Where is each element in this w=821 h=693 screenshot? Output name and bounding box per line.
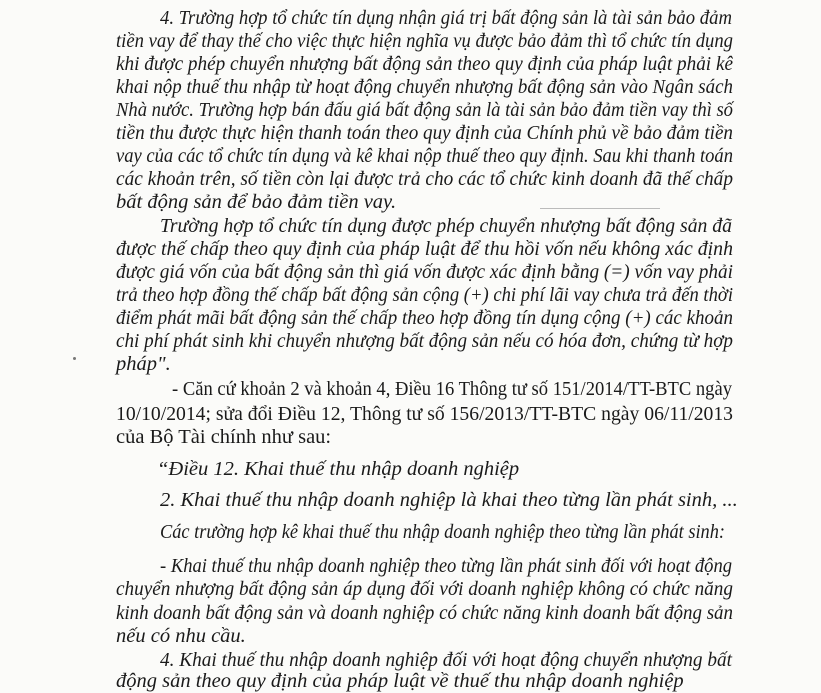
scan-line — [540, 208, 660, 209]
text-line: động sản theo quy định của pháp luật về thuế thu nhập doanh nghiệp — [116, 670, 684, 692]
text-line: điểm phát mãi bất động sản thế chấp theo hợp đồng tín dụng cộng (+) các khoản — [116, 307, 733, 329]
article-item-4: 4. Khai thuế thu nhập doanh nghiệp đối với hoạt động chuyển nhượng bất — [160, 649, 732, 671]
text-line: 4. Trường hợp tổ chức tín dụng nhận giá trị bất động sản là tài sản bảo đảm — [160, 7, 732, 29]
article-item-2: 2. Khai thuế thu nhập doanh nghiệp là khai theo từng lần phát sinh, ... — [160, 489, 738, 511]
text-line: được giá vốn của bất động sản thì giá vốn được xác định bằng (=) vốn vay phải — [116, 261, 734, 283]
text-line: các khoản trên, số tiền còn lại được trả cho các tổ chức kinh doanh đã thế chấp — [116, 168, 733, 190]
text-line: khai nộp thuế thu nhập từ hoạt động chuyển nhượng bất động sản vào Ngân sách — [116, 76, 733, 98]
article-cases-intro: Các trường hợp kê khai thuế thu nhập doanh nghiệp theo từng lần phát sinh: — [160, 521, 726, 543]
text-line: được thế chấp theo quy định của pháp luật để thu hồi vốn nếu không xác định — [116, 238, 734, 260]
text-line: pháp". — [116, 353, 171, 375]
text-line: - Khai thuế thu nhập doanh nghiệp theo từng lần phát sinh đối với hoạt động — [160, 555, 732, 577]
text-line: trả theo hợp đồng thế chấp bất động sản cộng (+) chi phí lãi vay chưa trả đến thời — [116, 284, 733, 306]
article-heading: “Điều 12. Khai thuế thu nhập doanh nghiệp — [157, 458, 520, 480]
text-line: bất động sản để bảo đảm tiền vay. — [116, 191, 397, 213]
scan-speck — [73, 357, 76, 360]
text-line: - Căn cứ khoản 2 và khoản 4, Điều 16 Thông tư số 151/2014/TT-BTC ngày — [172, 378, 733, 400]
text-line: nếu có nhu cầu. — [116, 625, 246, 647]
text-line: kinh doanh bất động sản và doanh nghiệp có chức năng kinh doanh bất động sản — [116, 602, 734, 624]
text-line: tiền vay để thay thế cho việc thực hiện nghĩa vụ được bảo đảm thì tổ chức tín dụng — [116, 30, 733, 52]
text-line: Trường hợp tổ chức tín dụng được phép chuyển nhượng bất động sản đã — [160, 215, 732, 237]
text-line: vay của các tổ chức tín dụng và kê khai nộp thuế theo quy định. Sau khi thanh toán — [116, 145, 734, 167]
text-line: 10/10/2014; sửa đổi Điều 12, Thông tư số 156/2013/TT-BTC ngày 06/11/2013 — [116, 403, 734, 425]
text-line: Nhà nước. Trường hợp bán đấu giá bất động sản là tài sản bảo đảm tiền vay thì số — [116, 99, 733, 121]
text-line: chi phí phát sinh khi chuyển nhượng bất động sản nếu có hóa đơn, chứng từ hợp — [116, 330, 733, 352]
text-line: tiền thu được thực hiện thanh toán theo quy định của Chính phủ về bảo đảm tiền — [116, 122, 733, 144]
text-line: khi được phép chuyển nhượng bất động sản theo quy định của pháp luật phải kê — [116, 53, 734, 75]
text-line: của Bộ Tài chính như sau: — [116, 426, 332, 448]
text-line: chuyển nhượng bất động sản áp dụng đối với doanh nghiệp không có chức năng — [116, 578, 733, 600]
